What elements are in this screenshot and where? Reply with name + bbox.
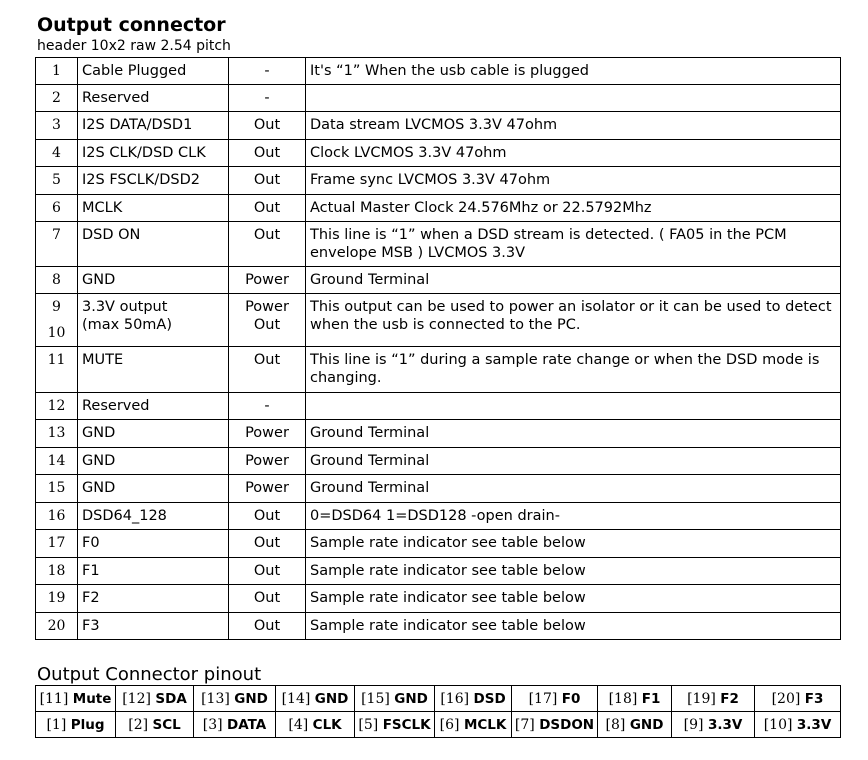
pinout-signal: SDA [155,690,187,707]
pin-number-cell: 12 [36,393,78,420]
pinout-cell [512,712,598,738]
pin-number-cell: 6 [36,195,78,222]
pinout-table [35,685,841,738]
description-cell: Actual Master Clock 24.576Mhz or 22.5792Mhz [306,195,841,222]
pinout-signal-suffix: ON [571,716,595,733]
direction-cell: Out [229,347,306,393]
signal-name-cell: I2S DATA/DSD1 [78,112,229,140]
signal-name-cell: DSD64_128 [78,503,229,530]
description-cell [306,85,841,112]
signal-name-cell: F2 [78,585,229,613]
pinout-pin-number: [18] [608,690,638,707]
pinout-pin-number: [1] [46,716,67,733]
pinout-signal: 3.3V [707,716,743,733]
signal-name-cell: F3 [78,613,229,640]
pinout-signal: CLK [312,716,342,733]
pinout-signal: GND [314,690,349,707]
signal-name-cell: GND [78,475,229,503]
description-cell: This line is “1” during a sample rate change or when the DSD mode is changing. [306,347,841,393]
cell-text: 9 [52,299,61,315]
pin-number-cell: 14 [36,448,78,475]
pinout-pin-number: [3] [202,716,223,733]
pinout-cell [116,686,194,712]
pinout-cell [194,686,276,712]
table-row [36,294,841,347]
pinout-signal: F0 [561,690,581,707]
pinout-signal: MCLK [463,716,507,733]
direction-cell: Out [229,613,306,640]
description-cell: It's “1” When the usb cable is plugged [306,58,841,85]
cell-text: (max 50mA) [82,317,173,333]
signal-name-cell: Reserved [78,393,229,420]
signal-name-cell: Reserved [78,85,229,112]
pinout-row-top [36,686,841,712]
table-row [36,530,841,558]
signal-name-cell: F0 [78,530,229,558]
pin-number-cell: 17 [36,530,78,558]
pinout-pin-number: [9] [683,716,704,733]
table-row [36,347,841,393]
pinout-pin-number: [20] [771,690,801,707]
pinout-cell [36,712,116,738]
pinout-signal: GND [629,716,664,733]
table-row [36,112,841,140]
signal-name-cell: GND [78,267,229,294]
description-cell: Data stream LVCMOS 3.3V 47ohm [306,112,841,140]
pin-number-cell: 18 [36,558,78,585]
pin-number-cell: 7 [36,222,78,267]
pinout-signal: DSD [473,690,506,707]
pinout-pin-number: [11] [39,690,69,707]
pin-number-cell: 11 [36,347,78,393]
pinout-pin-number: [10] [763,716,793,733]
table-row [36,140,841,167]
pinout-signal: DATA [227,716,267,733]
direction-cell: Out [229,167,306,195]
description-cell: Clock LVCMOS 3.3V 47ohm [306,140,841,167]
pinout-signal: GND [394,690,428,707]
pin-number-cell: 16 [36,503,78,530]
pinout-cell [512,686,598,712]
pin-table [35,57,841,640]
description-cell: This line is “1” when a DSD stream is detected. ( FA05 in the PCM envelope MSB ) LVCMOS 3.3V [306,222,841,267]
pin-number-cell: 3 [36,112,78,140]
pinout-pin-number: [17] [528,690,558,707]
pinout-pin-number: [7] [514,716,535,733]
pinout-signal: Plug [70,716,105,733]
direction-cell: Power [229,420,306,448]
pinout-pin-number: [5] [358,716,379,733]
table-row [36,222,841,267]
pin-number-cell: 19 [36,585,78,613]
description-cell: Sample rate indicator see table below [306,530,841,558]
pinout-cell [755,686,841,712]
description-cell: 0=DSD64 1=DSD128 -open drain- [306,503,841,530]
pinout-pin-number: [15] [361,690,390,707]
direction-cell: Power [229,267,306,294]
description-cell: Ground Terminal [306,475,841,503]
pinout-cell [355,686,435,712]
pinout-signal: GND [234,690,268,707]
pinout-row-bottom [36,712,841,738]
description-cell: Sample rate indicator see table below [306,585,841,613]
signal-name-cell: GND [78,420,229,448]
signal-name-cell: Cable Plugged [78,58,229,85]
pinout-pin-number: [12] [122,690,151,707]
pinout-cell [435,686,512,712]
pin-number-cell [36,294,78,347]
table-row [36,85,841,112]
pinout-signal: F1 [641,690,661,707]
pinout-signal: Mute [72,690,112,707]
pinout-cell [755,712,841,738]
pin-number-cell: 13 [36,420,78,448]
description-cell [306,393,841,420]
direction-cell: Out [229,585,306,613]
signal-name-cell: I2S FSCLK/DSD2 [78,167,229,195]
pin-number-cell: 20 [36,613,78,640]
direction-cell: Out [229,558,306,585]
signal-name-cell: I2S CLK/DSD CLK [78,140,229,167]
description-cell: Ground Terminal [306,267,841,294]
pinout-cell [672,686,755,712]
table-row [36,393,841,420]
signal-name-cell: F1 [78,558,229,585]
table-row [36,167,841,195]
pin-number-cell: 8 [36,267,78,294]
table-row [36,475,841,503]
pin-number-cell: 15 [36,475,78,503]
cell-text: Power [245,299,289,315]
pinout-pin-number: [8] [605,716,626,733]
table-row [36,558,841,585]
pinout-pin-number: [6] [439,716,460,733]
pin-number-cell: 2 [36,85,78,112]
table-row [36,195,841,222]
table-row [36,58,841,85]
pinout-signal: F2 [720,690,739,707]
signal-name-cell: GND [78,448,229,475]
cell-text: 3.3V output [82,299,168,315]
pin-number-cell: 5 [36,167,78,195]
pinout-signal: F3 [804,690,824,707]
direction-cell: Out [229,222,306,267]
pinout-cell [194,712,276,738]
pinout-title: Output Connector pinout [37,664,262,685]
pinout-cell [276,712,355,738]
pinout-signal: 3.3V [796,716,832,733]
direction-cell: Out [229,112,306,140]
pinout-cell [598,686,672,712]
cell-text: Out [253,317,281,333]
direction-cell: Power [229,448,306,475]
direction-cell: - [229,393,306,420]
direction-cell: - [229,58,306,85]
pinout-cell [435,712,512,738]
section-subtitle: header 10x2 raw 2.54 pitch [37,38,231,54]
table-row [36,585,841,613]
direction-cell: Out [229,530,306,558]
description-cell: Frame sync LVCMOS 3.3V 47ohm [306,167,841,195]
pinout-pin-number: [16] [440,690,470,707]
description-cell: Ground Terminal [306,448,841,475]
pinout-signal: SCL [152,716,181,733]
pinout-cell [36,686,116,712]
signal-name-cell [78,294,229,347]
table-row [36,448,841,475]
pinout-cell [598,712,672,738]
signal-name-cell: MCLK [78,195,229,222]
section-title: Output connector [37,14,226,36]
description-cell: Sample rate indicator see table below [306,558,841,585]
pinout-cell [355,712,435,738]
pin-number-cell: 4 [36,140,78,167]
signal-name-cell: DSD ON [78,222,229,267]
direction-cell: Power [229,475,306,503]
pinout-cell [672,712,755,738]
pinout-signal: DSD [539,716,572,733]
table-row [36,267,841,294]
pinout-pin-number: [19] [687,690,716,707]
signal-name-cell: MUTE [78,347,229,393]
pinout-pin-number: [2] [128,716,149,733]
pinout-cell [276,686,355,712]
pinout-signal: FSCLK [382,716,431,733]
description-cell: Sample rate indicator see table below [306,613,841,640]
cell-text: 10 [47,325,66,341]
pinout-pin-number: [14] [281,690,311,707]
description-cell: Ground Terminal [306,420,841,448]
pinout-pin-number: [13] [201,690,230,707]
table-row [36,420,841,448]
direction-cell: Out [229,503,306,530]
pinout-pin-number: [4] [288,716,309,733]
direction-cell: Out [229,195,306,222]
direction-cell: - [229,85,306,112]
direction-cell: Out [229,140,306,167]
pin-number-cell: 1 [36,58,78,85]
pinout-cell [116,712,194,738]
description-cell: This output can be used to power an isolator or it can be used to detect when the usb is connected to the PC. [306,294,841,347]
table-row [36,503,841,530]
table-row [36,613,841,640]
direction-cell [229,294,306,347]
